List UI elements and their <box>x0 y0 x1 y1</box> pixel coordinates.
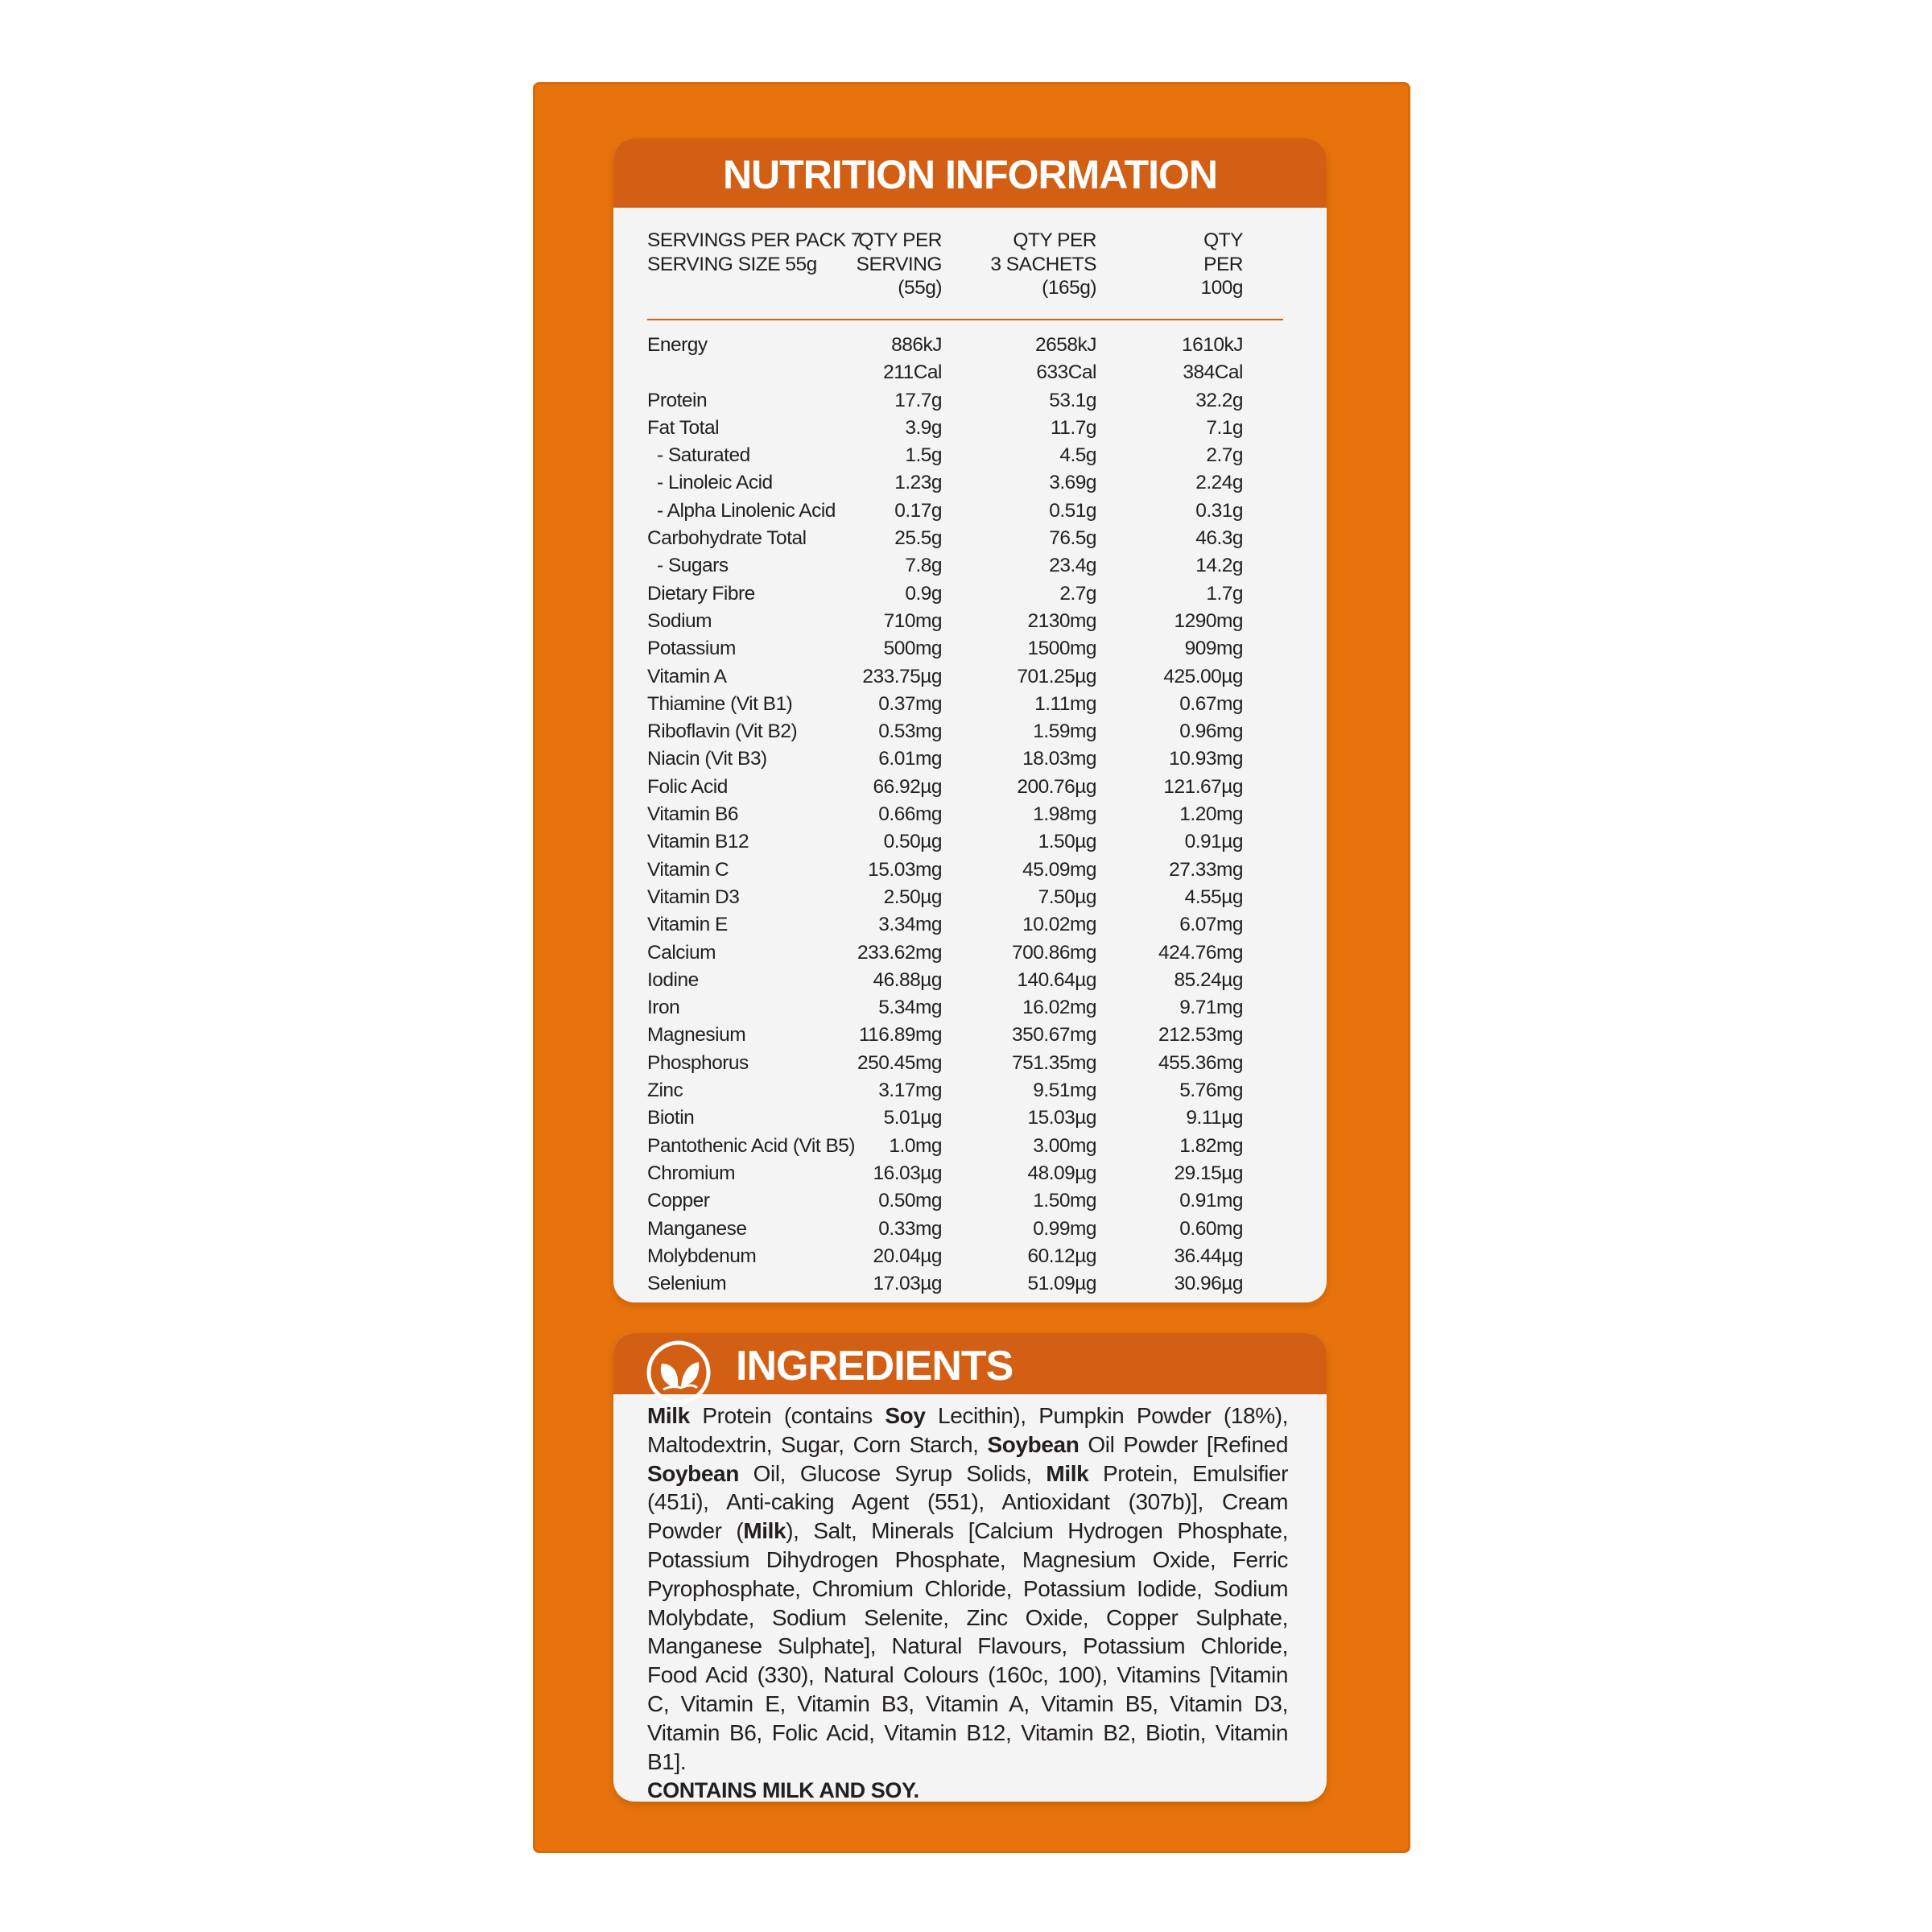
ingredients-title: INGREDIENTS <box>736 1343 1013 1389</box>
qty-per-3-sachets: 48.09µg <box>1027 1162 1096 1184</box>
qty-per-100g: 10.93mg <box>1169 748 1243 770</box>
qty-per-3-sachets: 76.5g <box>1049 527 1096 550</box>
qty-per-100g: 32.2g <box>1195 389 1243 411</box>
nutrient-row <box>647 745 1283 773</box>
qty-per-100g: 384Cal <box>1183 361 1243 384</box>
nutrient-name: Iodine <box>647 968 699 991</box>
nutrient-row <box>647 884 1283 911</box>
allergen-word: Milk <box>647 1403 690 1428</box>
qty-per-3-sachets: 7.50µg <box>1038 886 1096 908</box>
nutrient-row <box>647 801 1283 828</box>
qty-per-3-sachets: 15.03µg <box>1027 1107 1096 1129</box>
nutrient-row <box>647 1133 1283 1160</box>
qty-per-serving: 0.66mg <box>878 803 942 826</box>
nutrient-name: Biotin <box>647 1107 695 1129</box>
nutrient-row <box>647 608 1283 635</box>
nutrition-table-header <box>647 229 1283 309</box>
qty-per-100g: 1.20mg <box>1179 803 1243 826</box>
nutrient-row <box>647 525 1283 552</box>
allergen-word: Soy <box>885 1403 926 1428</box>
nutrient-name: - Saturated <box>657 444 750 467</box>
nutrient-name: Vitamin C <box>647 858 729 881</box>
qty-per-100g: 0.31g <box>1195 499 1243 522</box>
nutrient-name: Sodium <box>647 609 712 632</box>
allergen-word: Soybean <box>987 1431 1080 1457</box>
nutrient-row <box>647 415 1283 442</box>
qty-per-100g: 1290mg <box>1174 609 1243 632</box>
nutrient-name: Vitamin B6 <box>647 803 739 826</box>
qty-per-3-sachets: 2.7g <box>1059 582 1096 605</box>
allergen-statement: CONTAINS MILK AND SOY. <box>647 1778 919 1802</box>
servings-info: SERVINGS PER PACK 7 SERVING SIZE 55g <box>647 229 861 275</box>
nutrient-name: Fat Total <box>647 416 720 439</box>
qty-per-serving: 2.50µg <box>883 886 942 908</box>
nutrient-name: Riboflavin (Vit B2) <box>647 720 798 743</box>
qty-per-3-sachets: 700.86mg <box>1012 941 1096 964</box>
qty-per-serving: 17.03µg <box>873 1273 942 1295</box>
nutrition-title: NUTRITION INFORMATION <box>613 138 1327 208</box>
nutrient-row <box>647 552 1283 580</box>
qty-per-serving: 6.01mg <box>878 748 942 770</box>
qty-per-100g: 9.11µg <box>1186 1107 1243 1129</box>
nutrient-name: Calcium <box>647 941 716 964</box>
ingredients-text <box>647 1402 1288 1802</box>
qty-per-100g: 4.55µg <box>1184 886 1243 908</box>
nutrient-row <box>647 1270 1283 1298</box>
nutrient-row <box>647 497 1283 525</box>
qty-per-serving: 500mg <box>883 638 942 660</box>
qty-per-100g: 36.44µg <box>1174 1245 1243 1267</box>
header-qty-per-serving: QTY PER SERVING (55g) <box>856 229 942 299</box>
nutrient-row <box>647 332 1283 359</box>
qty-per-serving: 17.7g <box>894 389 942 411</box>
header-qty-per-100g: QTY PER 100g <box>1200 229 1243 299</box>
qty-per-3-sachets: 751.35mg <box>1012 1051 1096 1074</box>
ingredients-list <box>647 1403 1288 1774</box>
qty-per-serving: 0.50mg <box>878 1190 942 1212</box>
qty-per-serving: 0.9g <box>905 582 942 605</box>
qty-per-serving: 233.62mg <box>857 941 942 964</box>
qty-per-3-sachets: 1.98mg <box>1033 803 1096 826</box>
qty-per-3-sachets: 140.64µg <box>1017 968 1096 991</box>
qty-per-3-sachets: 633Cal <box>1036 361 1096 384</box>
ingredient-text: Lecithin), Pumpkin Powder (18%), Maltodextrin, Sugar, Corn Starch, <box>647 1403 1288 1457</box>
nutrient-row <box>647 1216 1283 1243</box>
qty-per-serving: 116.89mg <box>858 1024 942 1046</box>
qty-per-3-sachets: 60.12µg <box>1027 1245 1096 1267</box>
qty-per-3-sachets: 10.02mg <box>1022 914 1096 936</box>
leaf-icon <box>646 1340 712 1406</box>
nutrient-name: Molybdenum <box>647 1245 757 1267</box>
qty-per-serving: 7.8g <box>905 555 942 577</box>
qty-per-100g: 0.96mg <box>1179 720 1243 743</box>
qty-per-100g: 27.33mg <box>1169 858 1243 881</box>
qty-per-3-sachets: 0.51g <box>1049 499 1096 522</box>
allergen-word: Milk <box>743 1518 786 1544</box>
nutrient-row <box>647 967 1283 994</box>
nutrient-name: Dietary Fibre <box>647 582 755 605</box>
qty-per-3-sachets: 2130mg <box>1027 609 1096 632</box>
nutrient-name: Iron <box>647 997 680 1019</box>
nutrient-row <box>647 718 1283 745</box>
ingredient-text: ), Salt, Minerals [Calcium Hydrogen Phosphate, Potassium Dihydrogen Phosphate, Magnesium Oxide, Ferric Pyrophosphate, Chromium Chloride, Potassium Iodide, Sodium Molybdate, Sodium Selenite, Zinc Oxide, Copper Sulphate, Manganese Sulphate], Natural Flavours, Potassium Chloride, Food Acid (330), Natural Colours (160c, 100), Vitamins [Vitamin C, Vitamin E, Vitamin B3, Vitamin A, Vitamin B5, Vitamin D3, Vitamin B6, Folic Acid, Vitamin B12, Vitamin B2, Biotin, Vitamin B1]. <box>647 1518 1289 1774</box>
qty-per-100g: 1610kJ <box>1181 334 1243 356</box>
qty-per-3-sachets: 23.4g <box>1049 555 1096 577</box>
qty-per-3-sachets: 0.99mg <box>1033 1217 1096 1240</box>
qty-per-100g: 425.00µg <box>1163 665 1243 687</box>
qty-per-100g: 2.24g <box>1195 472 1243 494</box>
qty-per-serving: 5.34mg <box>878 997 942 1019</box>
nutrient-name: Phosphorus <box>647 1051 749 1074</box>
qty-per-100g: 85.24µg <box>1174 968 1243 991</box>
qty-per-serving: 3.17mg <box>878 1080 942 1102</box>
qty-per-100g: 909mg <box>1184 638 1243 660</box>
qty-per-serving: 5.01µg <box>883 1107 942 1129</box>
nutrient-row <box>647 1022 1283 1049</box>
nutrient-row <box>647 469 1283 497</box>
ingredient-text: Protein, Emulsifier (451i), Anti-caking Agent (551), Antioxidant (307b)], Cream Powder ( <box>647 1460 1288 1544</box>
nutrient-row <box>647 691 1283 718</box>
qty-per-100g: 7.1g <box>1206 416 1243 439</box>
qty-per-3-sachets: 1500mg <box>1027 638 1096 660</box>
nutrient-name: Potassium <box>647 638 736 660</box>
qty-per-100g: 1.82mg <box>1179 1134 1243 1157</box>
qty-per-serving: 16.03µg <box>873 1162 942 1184</box>
qty-per-serving: 3.34mg <box>878 914 942 936</box>
nutrient-row <box>647 1160 1283 1187</box>
nutrition-rows <box>647 332 1283 1298</box>
nutrient-name: Thiamine (Vit B1) <box>647 692 793 715</box>
nutrient-name: Folic Acid <box>647 775 728 798</box>
qty-per-100g: 0.60mg <box>1179 1217 1243 1240</box>
nutrient-name: Energy <box>647 334 708 356</box>
qty-per-3-sachets: 350.67mg <box>1012 1024 1096 1046</box>
qty-per-100g: 0.91µg <box>1184 831 1243 853</box>
qty-per-3-sachets: 3.00mg <box>1033 1134 1096 1157</box>
qty-per-3-sachets: 11.7g <box>1051 416 1096 439</box>
nutrient-name: Selenium <box>647 1273 727 1295</box>
header-qty-per-3-sachets: QTY PER 3 SACHETS (165g) <box>990 229 1096 299</box>
qty-per-serving: 710mg <box>883 609 942 632</box>
nutrient-row <box>647 635 1283 663</box>
qty-per-100g: 9.71mg <box>1179 997 1243 1019</box>
nutrient-row <box>647 828 1283 856</box>
ingredient-text: Protein (contains <box>689 1403 886 1428</box>
ingredients-header <box>613 1333 1327 1394</box>
nutrient-row <box>647 994 1283 1022</box>
nutrient-row <box>647 1050 1283 1077</box>
qty-per-3-sachets: 2658kJ <box>1034 334 1096 356</box>
qty-per-serving: 1.23g <box>894 472 942 494</box>
qty-per-100g: 455.36mg <box>1158 1051 1243 1074</box>
nutrient-row <box>647 359 1283 386</box>
qty-per-3-sachets: 4.5g <box>1059 444 1096 467</box>
qty-per-serving: 66.92µg <box>873 775 942 798</box>
qty-per-100g: 0.91mg <box>1179 1190 1243 1212</box>
qty-per-3-sachets: 1.50µg <box>1038 831 1096 853</box>
nutrient-name: Carbohydrate Total <box>647 527 807 550</box>
qty-per-100g: 30.96µg <box>1174 1273 1243 1295</box>
nutrient-name: - Alpha Linolenic Acid <box>657 499 836 522</box>
qty-per-3-sachets: 45.09mg <box>1022 858 1096 881</box>
nutrient-name: Vitamin A <box>647 665 727 687</box>
nutrient-name: Magnesium <box>647 1024 746 1046</box>
allergen-word: Milk <box>1046 1460 1089 1486</box>
nutrient-row <box>647 1104 1283 1132</box>
nutrient-row <box>647 442 1283 469</box>
qty-per-3-sachets: 1.59mg <box>1033 720 1096 743</box>
ingredient-text: Oil Powder [Refined <box>1079 1431 1288 1457</box>
qty-per-3-sachets: 9.51mg <box>1033 1080 1096 1102</box>
nutrient-name: - Linoleic Acid <box>657 472 773 494</box>
qty-per-100g: 6.07mg <box>1179 914 1243 936</box>
qty-per-100g: 1.7g <box>1206 582 1243 605</box>
qty-per-3-sachets: 3.69g <box>1049 472 1096 494</box>
qty-per-serving: 886kJ <box>891 334 942 356</box>
nutrient-name: Niacin (Vit B3) <box>647 748 767 770</box>
qty-per-serving: 233.75µg <box>862 665 942 687</box>
qty-per-100g: 121.67µg <box>1163 775 1243 798</box>
nutrient-name: Zinc <box>647 1080 683 1102</box>
qty-per-serving: 46.88µg <box>873 968 942 991</box>
ingredients-panel <box>613 1333 1327 1802</box>
qty-per-serving: 250.45mg <box>857 1051 942 1074</box>
nutrient-name: Copper <box>647 1190 710 1212</box>
qty-per-3-sachets: 18.03mg <box>1022 748 1096 770</box>
nutrient-row <box>647 1187 1283 1215</box>
allergen-word: Soybean <box>647 1460 739 1486</box>
qty-per-serving: 0.17g <box>894 499 942 522</box>
qty-per-100g: 212.53mg <box>1158 1024 1243 1046</box>
qty-per-3-sachets: 51.09µg <box>1027 1273 1096 1295</box>
qty-per-3-sachets: 53.1g <box>1049 389 1096 411</box>
nutrition-information-panel <box>613 138 1327 1302</box>
nutrient-row <box>647 939 1283 967</box>
qty-per-serving: 0.53mg <box>878 720 942 743</box>
nutrient-name: Pantothenic Acid (Vit B5) <box>647 1134 856 1157</box>
nutrient-name: Chromium <box>647 1162 735 1184</box>
qty-per-100g: 5.76mg <box>1179 1080 1243 1102</box>
nutrient-name: Vitamin E <box>647 914 728 936</box>
nutrient-name: Vitamin D3 <box>647 886 740 908</box>
nutrient-row <box>647 774 1283 801</box>
header-divider <box>647 319 1283 320</box>
nutrient-name: - Sugars <box>657 555 729 577</box>
qty-per-3-sachets: 701.25µg <box>1017 665 1096 687</box>
nutrient-row <box>647 387 1283 415</box>
qty-per-serving: 0.37mg <box>878 692 942 715</box>
nutrition-table <box>647 229 1283 1298</box>
qty-per-100g: 0.67mg <box>1179 692 1243 715</box>
qty-per-3-sachets: 200.76µg <box>1017 775 1096 798</box>
nutrient-row <box>647 857 1283 884</box>
qty-per-serving: 0.50µg <box>883 831 942 853</box>
qty-per-serving: 1.0mg <box>889 1134 942 1157</box>
qty-per-3-sachets: 1.50mg <box>1033 1190 1096 1212</box>
qty-per-serving: 1.5g <box>905 444 942 467</box>
nutrient-name: Protein <box>647 389 708 411</box>
ingredient-text: Oil, Glucose Syrup Solids, <box>738 1460 1046 1486</box>
qty-per-100g: 424.76mg <box>1158 941 1243 964</box>
nutrient-row <box>647 1243 1283 1270</box>
qty-per-serving: 3.9g <box>905 416 942 439</box>
nutrient-name: Vitamin B12 <box>647 831 749 853</box>
qty-per-100g: 14.2g <box>1195 555 1243 577</box>
qty-per-serving: 25.5g <box>894 527 942 550</box>
qty-per-serving: 20.04µg <box>873 1245 942 1267</box>
nutrient-row <box>647 580 1283 608</box>
qty-per-3-sachets: 16.02mg <box>1022 997 1096 1019</box>
qty-per-100g: 46.3g <box>1195 527 1243 550</box>
qty-per-serving: 211Cal <box>883 361 942 384</box>
nutrient-name: Manganese <box>647 1217 747 1240</box>
qty-per-3-sachets: 1.11mg <box>1034 692 1096 715</box>
nutrient-row <box>647 1077 1283 1104</box>
nutrient-row <box>647 911 1283 939</box>
qty-per-100g: 2.7g <box>1206 444 1243 467</box>
qty-per-serving: 0.33mg <box>878 1217 942 1240</box>
nutrient-row <box>647 663 1283 691</box>
qty-per-100g: 29.15µg <box>1174 1162 1243 1184</box>
qty-per-serving: 15.03mg <box>868 858 942 881</box>
